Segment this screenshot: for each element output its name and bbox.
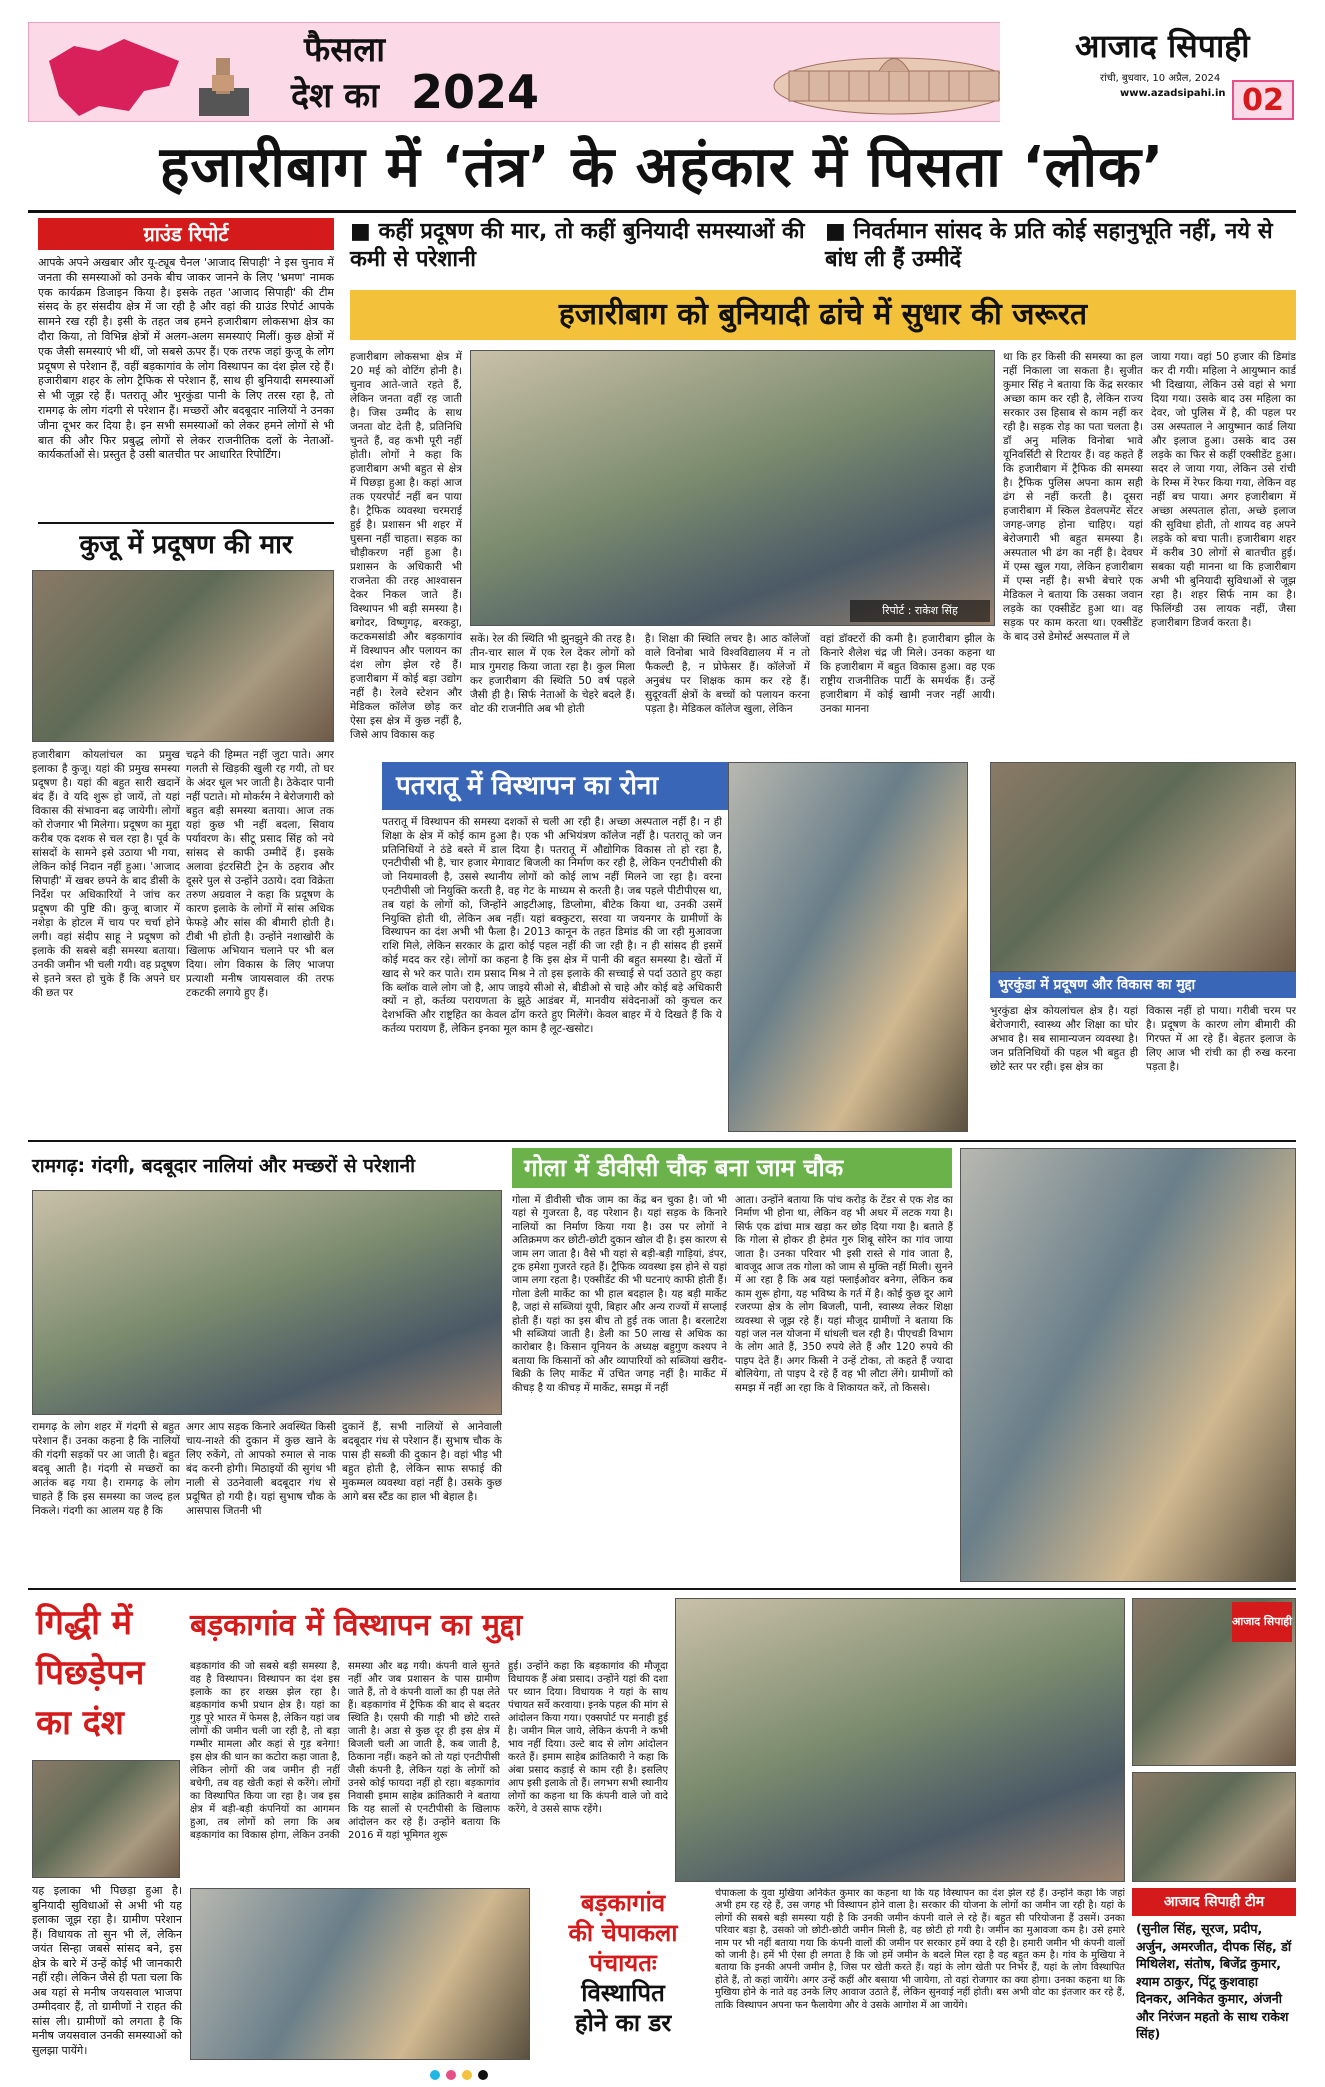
ramgarh-photo: [32, 1190, 502, 1415]
chepakala-title-line1: बड़कागांव: [580, 1889, 666, 1917]
gola-col1: गोला में डीवीसी चौक जाम का केंद्र बन चुका है। जो भी यहां से गुजरता है, वह परेशान है। यहां सड़क के किनारे नालियों का निर्माण किया गया है। उस पर लोगों ने अतिक्रमण कर छोटी-छोटी दुकान खोल दी है। इस कारण से जाम लग जाता है। वैसे भी यहां से बड़ी-बड़ी गाड़ियां, डंपर, ट्रक हमेशा गुजरते रहते हैं। ट्रैफिक व्यवस्था इस होने से यहां जाम लगा रहता है। एक्सीडेंट की भी घटनाएं काफी होती हैं। गोला डेली मार्केट का भी हाल बदहाल है। यह बड़ी मार्केट है, जहां से सब्जियां यूपी, बिहार और अन्य राज्यों में सप्लाई होती हैं। यहां का इस बीच तो हुई तक जाता है। बरलाटेश भी सब्जियां जाती है। डेली का 50 लाख से अधिक का कारोबार है। किसान यूनियन के अध्यक्ष बहुगुण कश्यप ने बताया कि किसानों को और व्यापारियों को सब्जियां खरीद-बिक्री के लिए मार्केट में उचित जगह नहीं है। मार्केट में कीचड़ है या कीचड़ में मार्केट, समझ में नहीं: [512, 1195, 727, 1394]
banner-line1: फैसला: [304, 30, 386, 70]
lower-rule: [28, 1588, 1296, 1590]
hazaribagh-col3: है। शिक्षा की स्थिति लचर है। आठ कॉलेजों वाले विनोबा भावे विश्वविद्यालय में न तो फैकल्टी है, न प्रोफेसर हैं। कॉलेजों में अनुबंध पर शिक्षक काम कर रहे हैं। सुदूरवर्ती क्षेत्रों के बच्चों को पलायन करना पड़ता है। मेडिकल कॉलेज खुला, लेकिन: [645, 633, 810, 715]
reg-dot-cyan: [430, 2070, 440, 2080]
hazaribagh-title: हजारीबाग को बुनियादी ढांचे में सुधार की जरूरत: [350, 290, 1296, 340]
jharkhand-map-icon: [39, 31, 189, 121]
chepakala-subtitle-line2: होने का डर: [574, 2009, 672, 2037]
registration-marks: [30, 2068, 1298, 2082]
hazaribagh-photo-credit: रिपोर्ट : राकेश सिंह: [850, 600, 990, 622]
subhead-right-text: निवर्तमान सांसद के प्रति कोई सहानुभूति नहीं, नये से बांध ली हैं उम्मीदें: [825, 219, 1273, 272]
bhurkunda-photo: [990, 762, 1296, 972]
parliament-icon: [769, 31, 1019, 116]
subhead-left-bullet: ■: [350, 219, 379, 244]
hazaribagh-photo: [470, 350, 995, 626]
kuju-photo: [32, 570, 334, 742]
chepakala-subtitle-line1: विस्थापित: [581, 1979, 665, 2007]
subhead-right: [825, 218, 1295, 278]
gola-photo: [960, 1148, 1296, 1582]
gola-col2: आता। उन्होंने बताया कि पांच करोड़ के टेंडर से एक शेड का निर्माण भी होना था, लेकिन वह भी अधर में लटक गया है। सिर्फ एक ढांचा मात्र खड़ा कर छोड़ दिया गया है। बताते हैं कि गोला से होकर ही हेमंत गुरु शिबू सोरेन का गांव जाया जाता है। उनका परिवार भी इसी रास्ते से गांव जाता है, बावजूद आज तक गोला को जाम से मुक्ति नहीं मिली। सुनने में आ रहा है कि अब यहां फ्लाईओवर बनेगा, लेकिन कब काम शुरू होगा, यह भविष्य के गर्त में है। कोई कुछ दूर आगे रजरप्पा क्षेत्र के लोग बिजली, पानी, स्वास्थ्य लेकर शिक्षा व्यवस्था से जूझ रहे हैं। यहां मौजूद ग्रामीणों ने बताया कि यहां जल नल योजना में धांधली चल रही है। पीएचडी विभाग के लोग आते हैं, 350 रुपये लेते हैं और 120 रुपये की पाइप देते हैं। अगर किसी ने उन्हें टोका, तो कहते हैं ज्यादा बोलियेगा, तो पाइप दे रहे हैं वह भी लौटा लेंगे। ग्रामीणों को समझ में नहीं आ रहा कि वे शिकायत करें, तो किससे।: [735, 1195, 953, 1394]
patratu-title: पतरातू में विस्थापन का रोना: [382, 762, 742, 810]
ramgarh-title: रामगढ़: गंदगी, बदबूदार नालियां और मच्छरों से परेशानी: [32, 1155, 416, 1177]
reg-dot-black: [478, 2070, 488, 2080]
bhurkunda-title: भुरकुंडा में प्रदूषण और विकास का मुद्दा: [990, 972, 1296, 998]
giddhi-photo: [32, 1760, 180, 1878]
subhead-left-text: कहीं प्रदूषण की मार, तो कहीं बुनियादी समस्याओं की कमी से परेशानी: [350, 219, 805, 272]
team-photo: [1132, 1772, 1296, 1882]
hazaribagh-col6: जाया गया। वहां 50 हजार की डिमांड कर दी गयी। महिला ने आयुष्मान कार्ड भी दिखाया, लेकिन उसे वहां से भगा दिया गया। उसके बाद उस महिला का देवर, जो पुलिस में है, की पहल पर उस अस्पताल ने आयुष्मान कार्ड लिया और इलाज हुआ। उसके बाद उस लड़के का फिर से कहीं एक्सीडेंट हुआ। सदर ले जाया गया, लेकिन उसे रांची के रिम्स में रेफर किया गया, लेकिन वह नहीं बच पाया। अगर हजारीबाग में अच्छा अस्पताल होता, अच्छे इलाज की सुविधा होती, तो शायद वह अपने लड़के को बचा पाती। हजारीबाग शहर में करीब 30 लोगों से बातचीत हुई। सबका यही मानना था कि हजारीबाग अभी भी बुनियादी सुविधाओं से जूझ रहा है। शहर सिर्फ नाम का है। फिलिंग्डी उस लायक नहीं, जैसा हजारीबाग डिजर्व करता है।: [1151, 351, 1296, 629]
giddhi-title: गिद्धी में पिछड़ेपन का दंश: [36, 1603, 145, 1743]
chepakala-title-line2: की चेपाकला: [568, 1919, 678, 1947]
hazaribagh-col2: सकें। रेल की स्थिति भी झुनझुने की तरह है। तीन-चार साल में एक रेल देकर लोगों को मात्र गुमराह किया जाता रहा है। कुल मिला कर हजारीबाग की स्थिति 50 वर्ष पहले जैसी ही है। सिर्फ नेताओं के चेहरे बदले हैं। वोट की राजनीति अब भी होती: [470, 633, 635, 715]
barkagaon-col1: बड़कागांव की जो सबसे बड़ी समस्या है, वह है विस्थापन। विस्थापन का दंश इस इलाके का हर शख्स झेल रहा है। बड़कागांव कभी प्रधान क्षेत्र है। यहां का गुड़ पूरे भारत में फेमस है, लेकिन यहां जब लोगों की जमीन चली जा रही है, तो बड़ा गम्भीर मामला और कहां से गुड़ बनेगा! इस क्षेत्र की धान का कटोरा कहा जाता है, लेकिन लोगों की जब जमीन ही नहीं बचेगी, तब वह खेती कहां से करेंगे। लोगों का विस्थापित किया जा रहा है। जब इस क्षेत्र में बड़ी-बड़ी कंपनियों का आगमन हुआ, तब लोगों को लगा कि अब बड़कागांव का विकास होगा, लेकिन उनकी: [190, 1661, 340, 1841]
kuju-col2: चढ़ने की हिम्मत नहीं जुटा पाते। अगर गलती से खिड़की खुली रह गयी, तो घर के अंदर धूल भर जाती है। ठेकेदार पानी नहीं पटाते। मो मोकर्रम ने बेरोजगारी को बहुत बड़ी समस्या बताया। आज तक यहां कुछ भी नहीं बदला, सिवाय पर्यावरण के। सीटू प्रसाद सिंह को नये सांसद से काफी उम्मीदें हैं। इसके अलावा इंटरसिटी ट्रेन के ठहराव और दूसरे पुल से उन्होंने उठाये। दवा विक्रेता तरुण अग्रवाल ने कहा कि प्रदूषण के कारण इलाके के लोगों में सांस अधिक फेफड़े और सांस की बीमारी होती है। टीबी भी होती है। उन्होंने नशाखोरी के खिलाफ अभियान चलाने पर भी बल दिया। लोग विकास के लिए भाजपा प्रत्याशी मनीष जायसवाल की तरफ टकटकी लगाये हुए हैं।: [186, 749, 334, 999]
gola-title: गोला में डीवीसी चौक बना जाम चौक: [512, 1148, 952, 1188]
hazaribagh-col1: हजारीबाग लोकसभा क्षेत्र में 20 मई को वोटिंग होनी है। चुनाव आते-जाते रहते हैं, लेकिन जनता वहीं रह जाती है। जिस उम्मीद के साथ जनता वोट देती है, प्रतिनिधि चुनते हैं, वह कभी पूरी नहीं होती। लोगों ने कहा कि हजारीबाग अभी बहुत से क्षेत्र में पिछड़ा हुआ है। कहां आज तक एयरपोर्ट नहीं बन पाया है। ट्रैफिक व्यवस्था चरमराई हुई है। प्रशासन भी शहर में घुसना नहीं चाहता। सड़क का चौड़ीकरण नहीं हुआ है। प्रशासन के अधिकारी भी राजनेता की तरह आश्वासन देकर निकल जाते हैं। विस्थापन भी बड़ी समस्या है। बगोदर, विष्णुगढ़, बरकट्ठा, कटकमसांडी और बड़कागांव में विस्थापन और पलायन का दंश लोग झेल रहे हैं। हजारीबाग में कोई बड़ा उद्योग नहीं है। रेलवे स्टेशन और मेडिकल कॉलेज छोड़ कर ऐसा इस क्षेत्र में कुछ नहीं है, जिसे आप विकास कह: [350, 351, 462, 741]
patratu-photo: [728, 762, 968, 1132]
azad-sipahi-stamp: आजाद सिपाही: [1232, 1602, 1292, 1642]
subhead-right-bullet: ■: [825, 219, 854, 244]
paper-name: आजाद सिपाही: [1075, 27, 1250, 65]
ballot-hand-icon: [194, 53, 254, 118]
barkagaon-col3: हुई। उन्होंने कहा कि बड़कागांव की मौजूदा विधायक हैं अंबा प्रसाद। उन्होंने यहां की दशा पर ध्यान दिया। विधायक ने यहां के साथ पंचायत सर्वे करवाया। इनके पहल की मांग से आंदोलन किया गया। एक्सपोर्ट पर मनाही हुई है। जमीन मिल जाये, लेकिन कंपनी ने कभी भाव नहीं दिया। उल्टे बाद से लोग आंदोलन करते हैं। इमाम साहेब क्रांतिकारी ने कहा कि अंबा प्रसाद कड़ाई से काम रही है। इसलिए आप इसी इलाके तो हैं। लगभग सभी स्थानीय लोगों का कहना था कि कंपनी वाले जो वादे करेंगे, वे उससे साफ रहेंगे।: [508, 1661, 668, 1815]
banner-year: 2024: [411, 65, 540, 119]
headline-rule: [28, 210, 1296, 213]
team-title: आजाद सिपाही टीम: [1132, 1888, 1296, 1916]
ramgarh-col1: रामगढ़ के लोग शहर में गंदगी से बहुत परेशान हैं। उनका कहना है कि नालियों की गंदगी सड़कों पर आ जाती है। बहुत बदबू आती है। गंदगी से मच्छरों का आतंक बढ़ गया है। रामगढ़ के लोग चाहते हैं कि इस समस्या का जल्द हल निकले। गंदगी का आलम यह है कि: [32, 1421, 180, 1517]
page-number: 02: [1232, 80, 1294, 120]
giddhi-text: यह इलाका भी पिछड़ा हुआ है। बुनियादी सुविधाओं से अभी भी यह इलाका जूझ रहा है। ग्रामीण परेशान हैं। विधायक तो सुन भी लें, लेकिन जयंत सिन्हा जबसे सांसद बने, इस क्षेत्र के बारे में उन्हें कोई भी जानकारी नहीं रही। लेकिन जैसे ही पता चला कि अब यहां से मनीष जयसवाल भाजपा उम्मीदवार हैं, तो ग्रामीणों ने राहत की सांस ली। ग्रामीणों को लगता है कि मनीष जयसवाल उनकी समस्याओं को सुलझा पायेंगे।: [32, 1884, 182, 2057]
masthead: [1000, 22, 1296, 122]
ground-report-text: आपके अपने अखबार और यू-ट्यूब चैनल 'आजाद सिपाही' ने इस चुनाव में जनता की समस्याओं को उनके बीच जाकर जानने के लिए 'भ्रमण' नामक एक कार्यक्रम डिजाइन किया है। इसके तहत 'आजाद सिपाही' की टीम संसद के हर संसदीय क्षेत्र में जा रही है और वहां की ग्राउंड रिपोर्ट आपके सामने रख रही है। इसी के तहत जब हमने हजारीबाग लोकसभा क्षेत्र का दौरा किया, तो विभिन्न क्षेत्रों में अलग-अलग समस्याएं मिलीं। कुछ क्षेत्रों में एक जैसी समस्याएं भी थीं, जो सबसे ऊपर हैं। एक तरफ जहां कुजू के लोग प्रदूषण से परेशान हैं, वहीं बड़कागांव के लोग विस्थापन का दंश झेल रहे हैं। हजारीबाग शहर के लोग ट्रैफिक से परेशान हैं, साथ ही बुनियादी समस्याओं से भी जूझ रहे हैं। पतरातू और भुरकुंडा पानी के लिए तरस रहा है, तो रामगढ़ के लोग गंदगी से परेशान हैं। मच्छरों और बदबूदार नालियों ने उनका जीना दूभर कर दिया है। इन सभी समस्याओं को लेकर हमने लोगों से भी बात की और फिर प्रबुद्ध लोगों से लेकर राजनीतिक दलों के नेताओं-कार्यकर्ताओं से। प्रस्तुत है उसी बातचीत पर आधारित रिपोर्टिंग।: [38, 256, 334, 462]
barkagaon-title: बड़कागांव में विस्थापन का मुद्दा: [190, 1608, 523, 1643]
reg-dot-yellow: [462, 2070, 472, 2080]
ramgarh-col2: अगर आप सड़क किनारे अवस्थित किसी चाय-नाश्ते की दुकान में कुछ खाने के लिए रुकेंगे, तो आपको रुमाल से नाक बंद करनी होगी। मिठाइयों की सुगंध भी नाली से उठनेवाली बदबूदार गंध से प्रदूषित हो गयी है। यहां सुभाष चौक के आसपास जितनी भी: [186, 1421, 336, 1517]
kuju-title: कुजू में प्रदूषण की मार: [38, 522, 334, 564]
ground-report-label: ग्राउंड रिपोर्ट: [38, 218, 334, 250]
bhurkunda-col1: भुरकुंडा क्षेत्र कोयलांचल क्षेत्र है। यहां बेरोजगारी, स्वास्थ्य और शिक्षा का घोर अभाव है। सब सामान्यजन व्यवस्था है। जन प्रतिनिधियों की पहल भी बहुत ही छोटे स्तर पर रही। इस क्षेत्र का: [990, 1005, 1138, 1073]
hazaribagh-col5: था कि हर किसी की समस्या का हल नहीं निकाला जा सकता है। सुजीत कुमार सिंह ने बताया कि केंद्र सरकार अच्छा काम कर रही है, लेकिन राज्य सरकार उस हिसाब से काम नहीं कर रही है। सड़क रोड़ का पता चलता है। डॉ अनु मलिक विनोबा भावे यूनिवर्सिटी से रिटायर हैं। वह कहते हैं कि हजारीबाग में ट्रैफिक की समस्या है। ट्रैफिक पुलिस अपना काम सही ढंग से नहीं करती है। दूसरा हजारीबाग में स्किल डेवलपमेंट सेंटर जगह-जगह होना चाहिए। यहां बेरोजगारी भी बहुत समस्या है। अस्पताल भी ढंग का नहीं है। देवघर में एम्स खुल गया, लेकिन हजारीबाग में एम्स नहीं है। सभी बेचारे एक मेडिकल ने बताया कि उसका जवान लड़के का एक्सीडेंट हुआ था। वह सड़क पर काम करता था। एक्सीडेंट के बाद उसे डेमोर्स्ट अस्पताल में ले: [1003, 351, 1143, 643]
kuju-col1: हजारीबाग कोयलांचल का प्रमुख इलाका है कुजू। यहां की प्रमुख समस्या प्रदूषण है। यहां की बहुत सारी खदानें बंद हैं। वे यदि शुरू हो जायें, तो यहां विकास की संभावना बढ़ जायेगी। लोगों को रोजगार भी मिलेगा। प्रदूषण का मुद्दा करीब एक दशक से चल रहा है। पूर्व के सांसदों के सामने इसे उठाया भी गया, लेकिन कोई निदान नहीं हुआ। 'आजाद सिपाही' में खबर छपने के बाद डीसी के निर्देश पर अधिकारियों ने जांच कर प्रदूषण की पुष्टि की। कुजू बाजार में नशेड़ा के होटल में चाय पर चर्चा होने लगी। वहां संदीप साहू ने प्रदूषण को इलाके की सबसे बड़ी समस्या बताया। उनकी जमीन भी चली गयी। वह प्रदूषण से इतने त्रस्त हो चुके हैं कि अपने घर की छत पर: [32, 749, 180, 999]
barkagaon-photo-large: [675, 1598, 1125, 1882]
chepakala-title-box: [538, 1888, 708, 2060]
barkagaon-col2: समस्या और बढ़ गयी। कंपनी वाले सुनते नहीं और जब प्रशासन के पास ग्रामीण जाते हैं, तो वे कंपनी वालों का ही पक्ष लेते हैं। बड़कागांव में ट्रैफिक की बाद से बदतर स्थिति है। एसपी की गाड़ी भी छोटे रास्ते जाती है। अडा से कुछ दूर ही इस क्षेत्र में बिजली चली आ जाती है, कब जाती है, ठिकाना नहीं। कहने को तो यहां एनटीपीसी जैसी कंपनी है, लेकिन यहां के लोगों को उनसे कोई फायदा नहीं हो रहा। बड़कागांव निवासी इमाम साहेब क्रांतिकारी ने बताया कि यह सालों से एनटीपीसी के खिलाफ आंदोलन कर रहे हैं। उन्होंने बताया कि 2016 में यहां भूमिगत शुरू: [348, 1661, 500, 1841]
reg-dot-magenta: [446, 2070, 456, 2080]
bhurkunda-col2: विकास नहीं हो पाया। गरीबी चरम पर है। प्रदूषण के कारण लोग बीमारी की गिरफ्त में आ रहे हैं। बेहतर इलाज के लिए आज भी रांची का ही रुख करना पड़ता है।: [1146, 1005, 1296, 1073]
hazaribagh-col4: वहां डॉक्टरों की कमी है। हजारीबाग झील के किनारे शैलेश चंद्र जी मिले। उनका कहना था कि हजारीबाग में बहुत विकास हुआ। वह एक राष्ट्रीय राजनीतिक पार्टी के समर्थक हैं। उन्हें हजारीबाग में कोई खामी नजर नहीं आयी। उनका मानना: [820, 633, 995, 715]
patratu-text: पतरातू में विस्थापन की समस्या दशकों से चली आ रही है। अच्छा अस्पताल नहीं है। न ही शिक्षा के क्षेत्र में कोई काम हुआ है। एक भी अभियंत्रण कॉलेज नहीं है। पतरातू को जन प्रतिनिधियों ने ठंडे बस्ते में डाल दिया है। पतरातू में औद्योगिक विकास तो हो रहा है, एनटीपीसी भी है, चार हजार मेगावाट बिजली का निर्माण कर रही है, लेकिन एनटीपीसी की जो नियमावली है, उससे स्थानीय लोगों को कोई लाभ नहीं मिलने जा रहा है। वरना एनटीपीसी जो नियुक्ति करती है, वह गेट के माध्यम से करती है। जब पहले पीटीपीएस था, तब यहां के लोगों को, जिन्होंने आइटीआइ, डिप्लोमा, बीटेक किया था, उनकी उसमें नियुक्ति होती थी, लेकिन अब नहीं। यहां बक्कुटरा, सरवा या जयनगर के ग्रामीणों के विस्थापन का दंश अभी भी फैला है। 2013 कानून के तहत डिमांड की जा रही मुआवजा राशि मिले, लेकिन सरकार के द्वारा कोई पहल नहीं की जा रही है। न ही सांसद ही इसमें कोई मदद कर रहे। लोगों का कहना है कि इस क्षेत्र में पानी की बहुत समस्या है। खेतों में खाद से भरे कर पाते। राम प्रसाद मिश्र ने तो इस इलाके की सच्चाई से पर्दा उठाते हुए कहा कि ब्लॉक वाले लोग जो है, आप जाइये सीओ से, बीडीओ से चाहे और कोई बड़े अधिकारी क्यों न हो, कर्तव्य परायणता के झूठे आडंबर में, मानवीय संवेदनाओं को कुचल कर देशभक्ति और राष्ट्रहित का केवल ढोंग करते हुए मिलेंगे। केवल बाहर में ये दिखते हैं कि ये कर्तव्य परायण हैं, लेकिन इनका मूल काम है लूट-खसोट।: [382, 816, 722, 1035]
barkagaon-photo-bottom: [190, 1888, 530, 2060]
banner-line2: देश का: [291, 76, 379, 116]
website: www.azadsipahi.in: [1120, 88, 1226, 99]
team-text: (सुनील सिंह, सूरज, प्रदीप, अर्जुन, अमरजीत, दीपक सिंह, डॉ मिथिलेश, संतोष, बिजेंद्र कुमार, श्याम ठाकुर, पिंटू कुशवाहा दिनकर, अनिकेत कुमार, अंजनी और निरंजन महतो के साथ राकेश सिंह): [1136, 1921, 1292, 2041]
dateline: रांची, बुधवार, 10 अप्रैल, 2024: [1100, 73, 1221, 84]
main-headline: हजारीबाग में ‘तंत्र’ के अहंकार में पिसता ‘लोक’: [159, 135, 1165, 200]
mid-rule: [28, 1140, 1296, 1142]
chepakala-text: चेपाकला के युवा मुखिया अनिकेत कुमार का कहना था कि यह विस्थापन का दंश झेल रहे हैं। उन्होंने कहा कि जहां अभी हम रह रहे हैं, उस जगह भी विस्थापन होने वाला है। सरकार की योजना के लोगों का जमीन जा रही है। यहां के लोगों की सबसे बड़ी समस्या यही है कि उनकी जमीन कंपनी वाले ले रहे हैं। बहुत सी परियोजना हैं उसमें। उनका परिवार बड़ा है, उसको जो छोटी-छोटी जमीन मिली है, वह छोटी हो गयी है। जमीन का मुआवजा कम है। उसे हमारे नाम पर भी नहीं बताया गया कि कंपनी वालों की जमीन पर सरकार हमें क्या दे रही है। हमारी जमीन भी कंपनी वालों को जानी है। हमें भी ऐसा ही लगता है कि जो हमें जमीन के बदले मिल रहा है वह बहुत कम है। गांव के मुखिया ने बताया कि इनकी अपनी जमीन है, जिस पर खेती करते हैं। यहां के लोग खेती पर निर्भर हैं, यहां के लोग विस्थापित होते हैं, तो कहां जायेंगे। अगर उन्हें कहीं और बसाया भी जायेगा, तो वहां रोजगार का क्या होगा। उनका कहना था कि मुखिया होने के नाते वह उनके लिए आवाज उठाते हैं, लेकिन सुनवाई नहीं होती। बस अभी वोट का इंतजार कर रहे हैं, ताकि विस्थापन अपना फन फैलायेगा और वे उसके आगोश में आ जायेंगे।: [715, 1888, 1125, 2011]
subhead-left: [350, 218, 810, 278]
chepakala-title-line3: पंचायतः: [589, 1949, 657, 1977]
ramgarh-col3: दुकानें हैं, सभी नालियों से आनेवाली बदबूदार गंध से परेशान हैं। सुभाष चौक के पास ही सब्जी की दुकान है। वहां भीड़ भी बहुत होती है, लेकिन साफ सफाई की मुकम्मल व्यवस्था वहां नहीं है। उसके कुछ आगे बस स्टैंड का हाल भी बेहाल है।: [342, 1421, 502, 1503]
